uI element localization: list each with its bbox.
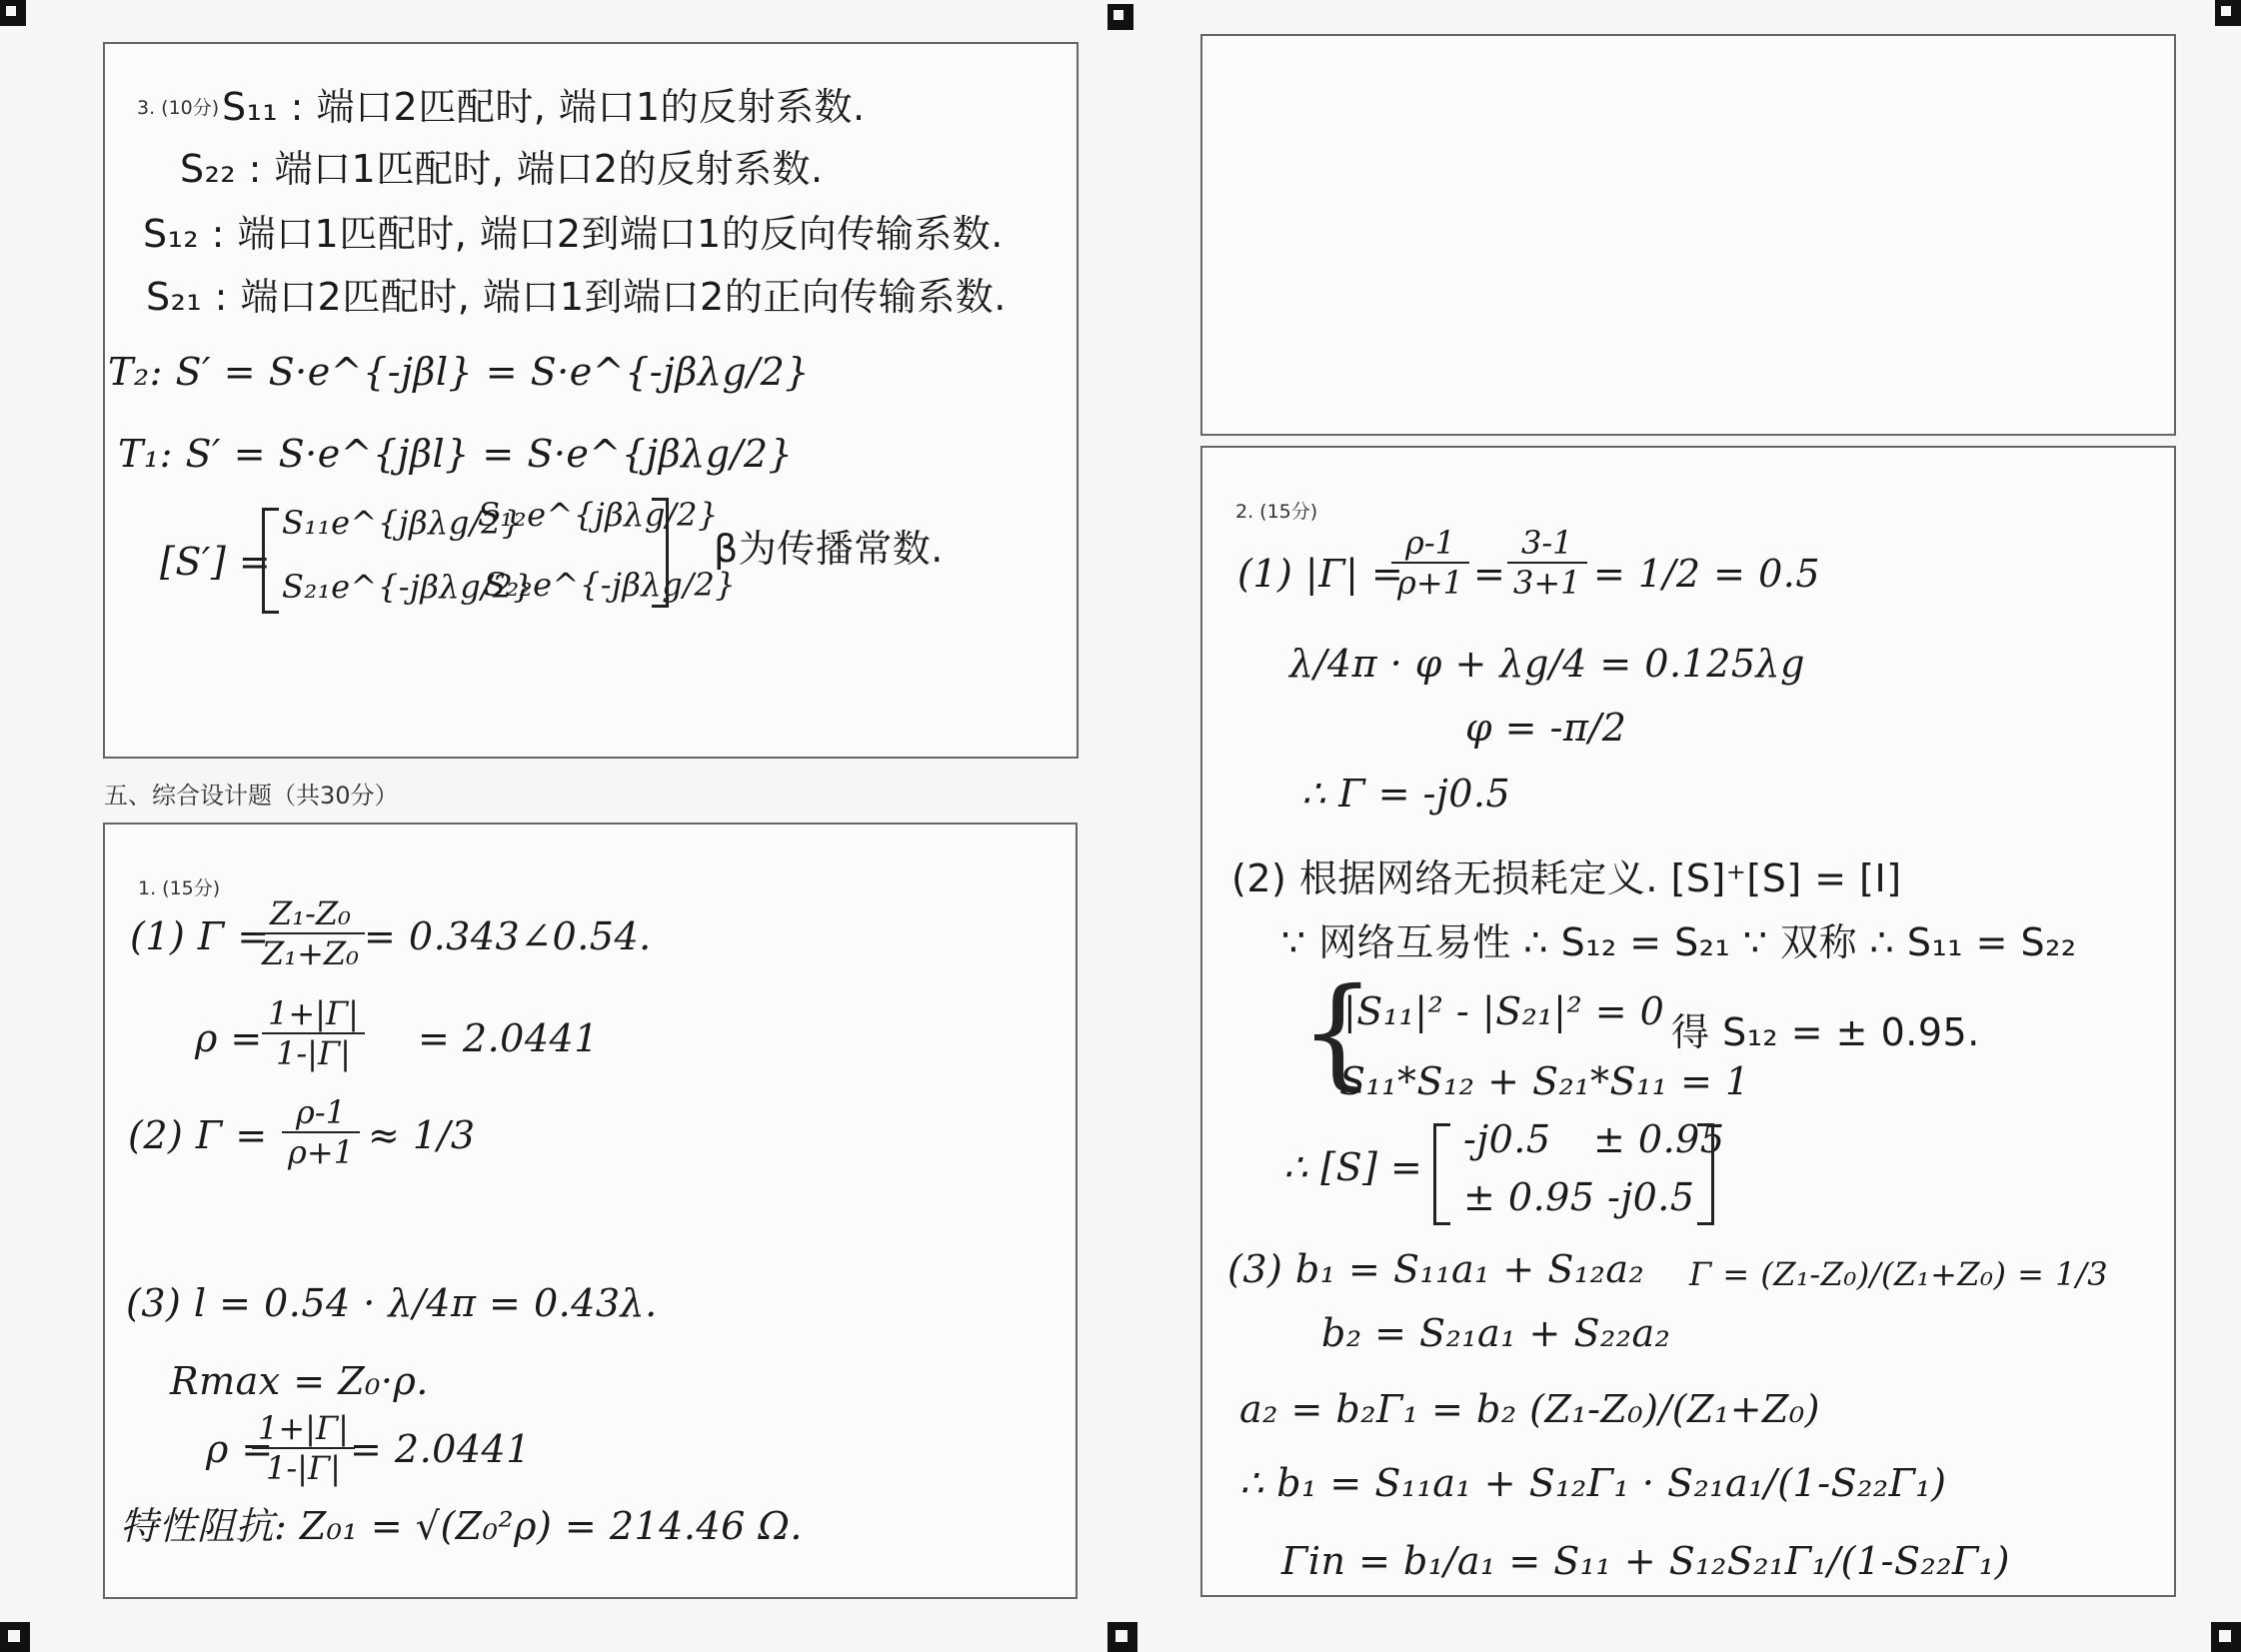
q3-line-s11: S₁₁ : 端口2匹配时, 端口1的反射系数. <box>222 85 866 129</box>
q3-matrix-m21: S₂₁e^{-jβλg/2} <box>282 568 535 606</box>
q1-rho-denominator: 1-|Γ| <box>276 1034 351 1072</box>
matrix-left-bracket <box>262 508 279 614</box>
q2-part1-f1-denominator: ρ+1 <box>1397 564 1463 602</box>
q1-rmax: Rmax = Z₀·ρ. <box>170 1359 429 1403</box>
q2-part1-fraction1 <box>1391 524 1469 602</box>
answer-box-blank <box>1200 34 2176 436</box>
q1-part1-denominator: Z₁+Z₀ <box>262 934 359 972</box>
q3-line-s12: S₁₂ : 端口1匹配时, 端口2到端口1的反向传输系数. <box>143 212 1004 256</box>
question-label-q3: 3. (10分) <box>137 97 220 119</box>
q1-rho2-prefix: ρ = <box>206 1427 274 1471</box>
q2-smatrix-s12: ± 0.95 <box>1593 1117 1725 1161</box>
q3-line-s21: S₂₁ : 端口2匹配时, 端口1到端口2的正向传输系数. <box>146 275 1007 319</box>
q2-part1-f2-numerator: 3-1 <box>1507 524 1587 564</box>
q3-note-beta: β为传播常数. <box>714 527 944 571</box>
q3-matrix-m22: S₂₂e^{-jβλg/2} <box>484 566 737 604</box>
q1-rho2-denominator: 1-|Γ| <box>266 1449 341 1487</box>
q1-part3-length: (3) l = 0.54 · λ/4π = 0.43λ. <box>126 1281 658 1325</box>
q1-rho-fraction <box>262 994 365 1072</box>
q2-part3-b2: b₂ = S₂₁a₁ + S₂₂a₂ <box>1321 1311 1671 1355</box>
smatrix-right-bracket <box>1697 1123 1714 1225</box>
q1-rho2-numerator: 1+|Γ| <box>252 1409 355 1449</box>
smatrix-left-bracket <box>1433 1123 1450 1225</box>
q2-part3-gamma: Γ = (Z₁-Z₀)/(Z₁+Z₀) = 1/3 <box>1689 1255 2109 1293</box>
section-title-comprehensive-design: 五、综合设计题（共30分） <box>104 782 399 810</box>
q1-part2-result: ≈ 1/3 <box>368 1113 476 1157</box>
q2-part1-f1-numerator: ρ-1 <box>1391 524 1469 564</box>
q2-system-eq2: S₁₁*S₁₂ + S₂₁*S₁₁ = 1 <box>1339 1059 1750 1103</box>
q2-part1-f2-denominator: 3+1 <box>1513 564 1581 602</box>
q3-matrix-m11: S₁₁e^{jβλg/2} <box>282 504 523 542</box>
q2-part3-b1: (3) b₁ = S₁₁a₁ + S₁₂a₂ <box>1227 1247 1645 1291</box>
q1-rho-prefix: ρ = <box>195 1016 263 1060</box>
q2-part3-gamma-in: Γin = b₁/a₁ = S₁₁ + S₁₂S₂₁Γ₁/(1-S₂₂Γ₁) <box>1281 1539 2010 1583</box>
corner-marker-top-left <box>0 0 26 26</box>
q1-rho-numerator: 1+|Γ| <box>262 994 365 1034</box>
q2-smatrix-s21: ± 0.95 <box>1463 1175 1595 1219</box>
q2-part1-prefix: (1) |Γ| = <box>1237 552 1404 596</box>
q1-part2-prefix: (2) Γ = <box>128 1113 268 1157</box>
q1-part1-numerator: Z₁-Z₀ <box>256 894 365 934</box>
q2-phase-equation: λ/4π · φ + λg/4 = 0.125λg <box>1289 642 1805 686</box>
q1-rho2-result: = 2.0441 <box>350 1427 531 1471</box>
q1-part1-result: = 0.343∠0.54. <box>364 914 652 958</box>
q2-part2-title: (2) 根据网络无损耗定义. [S]⁺[S] = [I] <box>1231 856 1902 900</box>
q1-characteristic-impedance: 特性阻抗: Z₀₁ = √(Z₀²ρ) = 214.46 Ω. <box>120 1504 803 1548</box>
q2-gamma-result: ∴ Γ = -j0.5 <box>1301 772 1511 816</box>
system-left-brace: { <box>1299 963 1376 1102</box>
q2-get-s12: 得 S₁₂ = ± 0.95. <box>1671 1010 1980 1054</box>
corner-marker-bottom-right <box>2211 1622 2241 1652</box>
q1-part2-numerator: ρ-1 <box>282 1093 360 1133</box>
q3-line-s22: S₂₂ : 端口1匹配时, 端口2的反射系数. <box>180 147 824 191</box>
q3-eq-t1: T₁: S′ = S·e^{jβl} = S·e^{jβλg/2} <box>118 432 794 476</box>
q1-part1-prefix: (1) Γ = <box>130 914 270 958</box>
q2-part1-equals: = <box>1473 552 1506 596</box>
q2-system-eq1: |S₁₁|² - |S₂₁|² = 0 <box>1343 989 1665 1033</box>
q1-part2-denominator: ρ+1 <box>288 1133 354 1171</box>
question-label-q1: 1. (15分) <box>138 877 221 899</box>
question-label-q2: 2. (15分) <box>1235 501 1318 523</box>
q2-phi: φ = -π/2 <box>1465 706 1627 750</box>
corner-marker-bottom-center <box>1108 1622 1137 1652</box>
q3-matrix-lhs: [S′] = <box>160 540 272 584</box>
matrix-right-bracket <box>652 498 669 608</box>
corner-marker-bottom-left <box>0 1622 30 1652</box>
q1-part2-fraction <box>282 1093 360 1171</box>
q2-part1-result: = 1/2 = 0.5 <box>1593 552 1821 596</box>
corner-marker-top-right <box>2215 0 2241 26</box>
q2-reciprocal: ∵ 网络互易性 ∴ S₁₂ = S₂₁ ∵ 双称 ∴ S₁₁ = S₂₂ <box>1281 920 2077 964</box>
q2-smatrix-s22: -j0.5 <box>1607 1175 1695 1219</box>
q2-smatrix-lhs: ∴ [S] = <box>1283 1145 1423 1189</box>
q3-eq-t2: T₂: S′ = S·e^{-jβl} = S·e^{-jβλg/2} <box>108 350 810 394</box>
q2-part3-b1-expanded: ∴ b₁ = S₁₁a₁ + S₁₂Γ₁ · S₂₁a₁/(1-S₂₂Γ₁) <box>1239 1461 1947 1505</box>
q2-smatrix-s11: -j0.5 <box>1463 1117 1551 1161</box>
q3-matrix-m12: S₁₂e^{jβλg/2} <box>478 496 719 534</box>
corner-marker-top-center <box>1108 4 1133 30</box>
q1-part1-fraction <box>256 894 365 972</box>
q2-part1-fraction2 <box>1507 524 1587 602</box>
q1-rho2-fraction <box>252 1409 355 1487</box>
q2-part3-a2: a₂ = b₂Γ₁ = b₂ (Z₁-Z₀)/(Z₁+Z₀) <box>1239 1387 1821 1431</box>
q1-rho-result: = 2.0441 <box>418 1016 599 1060</box>
